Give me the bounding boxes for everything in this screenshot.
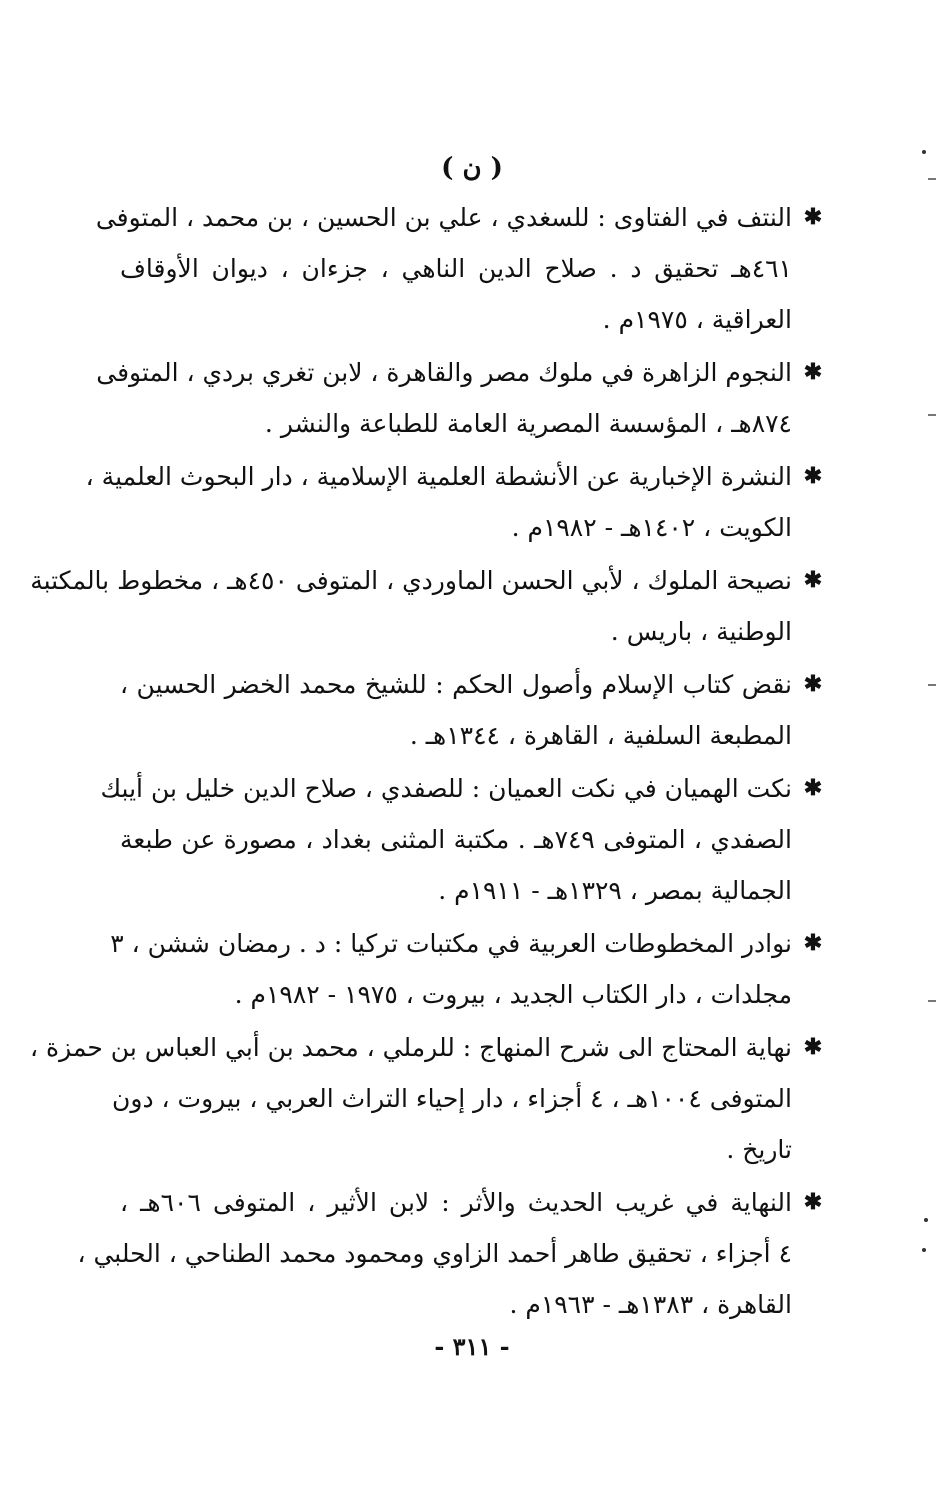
section-letter-heading: ( ن )	[441, 153, 503, 183]
entry-text-line: مجلدات ، دار الكتاب الجديد ، بيروت ، ١٩٧٥ - ١٩٨٢م .	[234, 980, 792, 1009]
entry-text-line: الوطنية ، باريس .	[610, 617, 792, 646]
entry-text-line: نكت الهميان في نكت العميان : للصفدي ، صلاح الدين خليل بن أيبك	[100, 774, 792, 803]
asterisk-bullet-icon: ✱	[803, 204, 823, 230]
entry-text-line: ٤ أجزاء ، تحقيق طاهر أحمد الزاوي ومحمود محمد الطناحي ، الحلبي ،	[77, 1239, 792, 1268]
scan-speck	[928, 684, 936, 686]
entry-text-line: الكويت ، ١٤٠٢هـ - ١٩٨٢م .	[511, 513, 792, 542]
entry-text-line: الجمالية بمصر ، ١٣٢٩هـ - ١٩١١م .	[438, 876, 792, 905]
entry-text-line: الصفدي ، المتوفى ٧٤٩هـ . مكتبة المثنى بغداد ، مصورة عن طبعة	[120, 825, 792, 854]
entry-text-line: المتوفى ١٠٠٤هـ ، ٤ أجزاء ، دار إحياء التراث العربي ، بيروت ، دون	[112, 1084, 792, 1113]
entry-text-line: النهاية في غريب الحديث والأثر : لابن الأثير ، المتوفى ٦٠٦هـ ،	[120, 1188, 792, 1217]
bibliography-list	[30, 192, 826, 1332]
entry-text-line: النجوم الزاهرة في ملوك مصر والقاهرة ، لابن تغري بردي ، المتوفى	[96, 358, 792, 387]
asterisk-bullet-icon: ✱	[803, 930, 823, 956]
bibliography-entry	[120, 659, 826, 761]
asterisk-bullet-icon: ✱	[803, 359, 823, 385]
entry-text-line: القاهرة ، ١٣٨٣هـ - ١٩٦٣م .	[509, 1290, 792, 1319]
scan-speck	[928, 178, 936, 180]
entry-text-line: نصيحة الملوك ، لأبي الحسن الماوردي ، المتوفى ٤٥٠هـ ، مخطوط بالمكتبة	[30, 566, 792, 595]
asterisk-bullet-icon: ✱	[803, 1034, 823, 1060]
entry-text-line: ٤٦١هـ تحقيق د . صلاح الدين الناهي ، جزءان ، ديوان الأوقاف	[120, 254, 792, 283]
scan-speck	[928, 1000, 936, 1002]
bibliography-entry	[30, 1022, 826, 1175]
scan-speck	[922, 150, 926, 154]
asterisk-bullet-icon: ✱	[803, 567, 823, 593]
entry-text-line: العراقية ، ١٩٧٥م .	[602, 305, 792, 334]
bibliography-entry	[85, 451, 826, 553]
asterisk-bullet-icon: ✱	[803, 671, 823, 697]
bibliography-entry	[30, 555, 826, 657]
entry-text-line: النتف في الفتاوى : للسغدي ، علي بن الحسين ، بن محمد ، المتوفى	[95, 203, 792, 232]
entry-text-line: نهاية المحتاج الى شرح المنهاج : للرملي ، محمد بن أبي العباس بن حمزة ،	[30, 1033, 792, 1062]
scan-speck	[924, 1218, 928, 1222]
bibliography-entry	[95, 192, 826, 345]
entry-text-line: ٨٧٤هـ ، المؤسسة المصرية العامة للطباعة والنشر .	[264, 409, 792, 438]
entry-text-line: تاريخ .	[726, 1135, 792, 1164]
entry-text-line: نوادر المخطوطات العربية في مكتبات تركيا : د . رمضان ششن ، ٣	[110, 929, 792, 958]
bibliography-entry	[110, 918, 826, 1020]
entry-text-line: المطبعة السلفية ، القاهرة ، ١٣٤٤هـ .	[409, 721, 792, 750]
entry-text-line: النشرة الإخبارية عن الأنشطة العلمية الإسلامية ، دار البحوث العلمية ،	[85, 462, 792, 491]
bibliography-entry	[96, 347, 826, 449]
asterisk-bullet-icon: ✱	[803, 775, 823, 801]
scan-speck	[928, 414, 936, 416]
bibliography-entry	[100, 763, 826, 916]
entry-text-line: نقض كتاب الإسلام وأصول الحكم : للشيخ محمد الخضر الحسين ،	[120, 670, 792, 699]
asterisk-bullet-icon: ✱	[803, 463, 823, 489]
page-number: - ٣١١ -	[434, 1332, 510, 1361]
scan-speck	[922, 1248, 926, 1252]
bibliography-entry	[77, 1177, 826, 1330]
asterisk-bullet-icon: ✱	[803, 1189, 823, 1215]
